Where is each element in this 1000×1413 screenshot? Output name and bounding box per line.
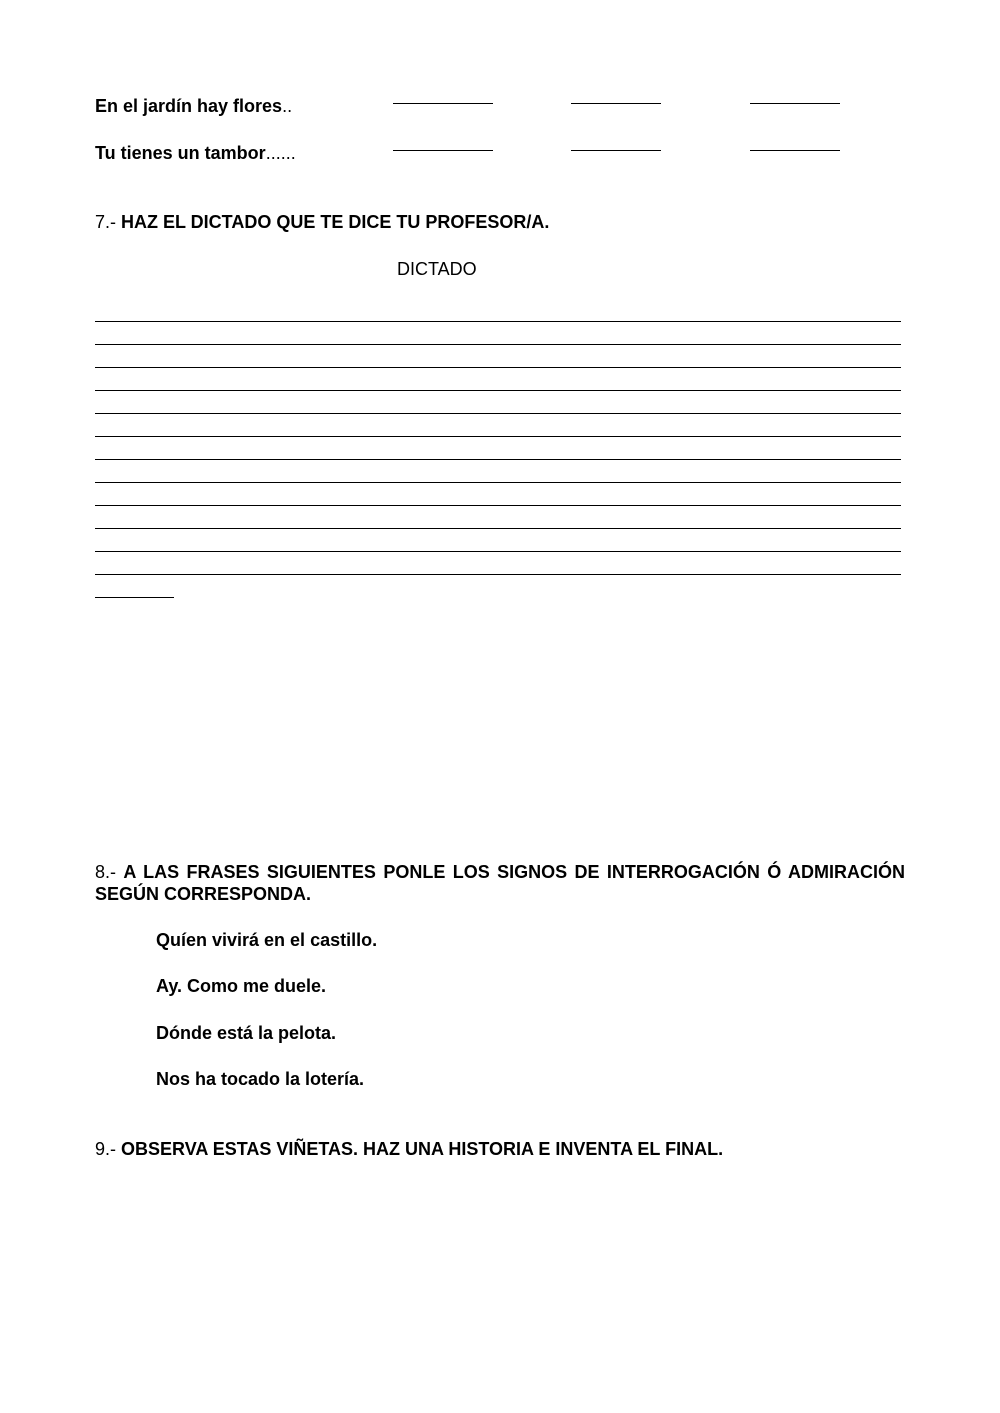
sentence-1: Quíen vivirá en el castillo.: [156, 930, 378, 950]
writing-line[interactable]: [95, 436, 901, 437]
answer-blank-1c[interactable]: [750, 103, 840, 104]
writing-line[interactable]: [95, 344, 901, 345]
answer-blank-1a[interactable]: [393, 103, 493, 104]
question-8-text: A LAS FRASES SIGUIENTES PONLE LOS SIGNOS DE INTERROGACIÓN Ó ADMIRACIÓN SEGÚN CORRESPONDA.: [95, 862, 905, 904]
exercise-row-2: [95, 143, 296, 164]
writing-line[interactable]: [95, 528, 901, 529]
answer-blank-1b[interactable]: [571, 103, 661, 104]
question-7-number: 7.-: [95, 212, 122, 232]
exercise-row-2-dots: ......: [265, 143, 296, 163]
question-7-text: HAZ EL DICTADO QUE TE DICE TU PROFESOR/A.: [121, 212, 550, 232]
exercise-row-1-dots: ..: [282, 96, 293, 116]
exercise-row-2-text: Tu tienes un tambor: [95, 143, 266, 163]
exercise-row-1: [95, 96, 292, 117]
question-7-heading: [95, 212, 549, 233]
sentence-3: Dónde está la pelota.: [156, 1023, 337, 1043]
question-8-number: 8.-: [95, 862, 124, 882]
sentence-4: Nos ha tocado la lotería.: [156, 1069, 365, 1089]
exercise-row-1-text: En el jardín hay flores: [95, 96, 283, 116]
writing-line[interactable]: [95, 505, 901, 506]
writing-line[interactable]: [95, 321, 901, 322]
answer-blank-2b[interactable]: [571, 150, 661, 151]
writing-line[interactable]: [95, 367, 901, 368]
question-9-number: 9.-: [95, 1139, 122, 1159]
writing-line[interactable]: [95, 551, 901, 552]
writing-line[interactable]: [95, 413, 901, 414]
sentence-2: Ay. Como me duele.: [156, 976, 327, 996]
question-8-heading: [95, 861, 905, 905]
question-9-heading: [95, 1139, 723, 1160]
writing-line[interactable]: [95, 482, 901, 483]
writing-line[interactable]: [95, 574, 901, 575]
writing-line-short[interactable]: [95, 597, 174, 598]
answer-blank-2c[interactable]: [750, 150, 840, 151]
dictado-label: DICTADO: [397, 259, 477, 279]
writing-line[interactable]: [95, 459, 901, 460]
answer-blank-2a[interactable]: [393, 150, 493, 151]
writing-line[interactable]: [95, 390, 901, 391]
question-9-text: OBSERVA ESTAS VIÑETAS. HAZ UNA HISTORIA E INVENTA EL FINAL.: [121, 1139, 724, 1159]
